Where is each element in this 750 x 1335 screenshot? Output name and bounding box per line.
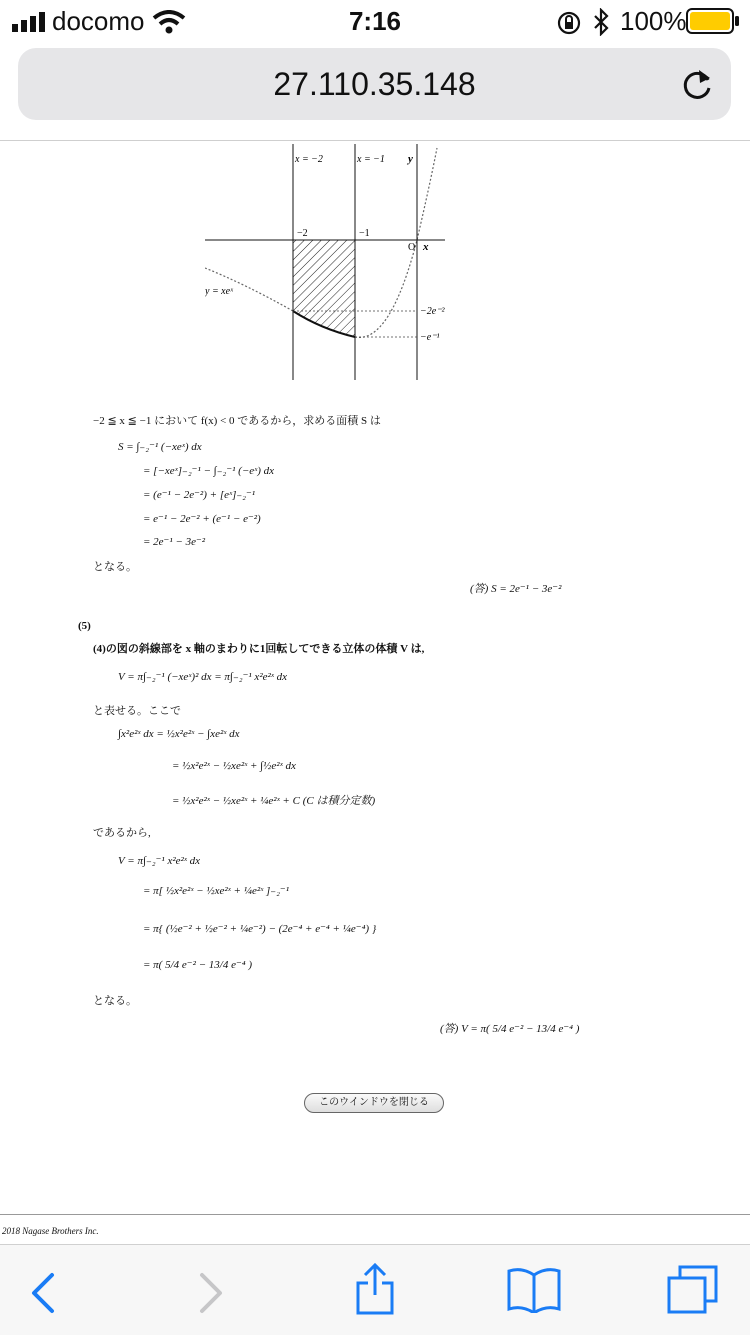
- part5-v-line-3: = π{ (½e⁻² + ½e⁻² + ¼e⁻²) − (2e⁻⁴ + e⁻⁴ + ¼e⁻⁴) }: [143, 923, 377, 935]
- status-bar: [0, 0, 750, 42]
- back-icon[interactable]: [28, 1271, 58, 1315]
- tick-m2: −2: [297, 228, 308, 239]
- area-graph: [205, 144, 450, 384]
- level-label-2e2: −2e⁻²: [420, 306, 445, 317]
- part5-answer: (答) V = π( 5/4 e⁻² − 13/4 e⁻⁴ ): [440, 1023, 580, 1035]
- label-y-axis: y: [408, 153, 413, 165]
- part5-v-line-2: = π[ ½x²e²ˣ − ½xe²ˣ + ¼e²ˣ ]₋₂⁻¹: [143, 885, 289, 897]
- battery-percent: 100%: [620, 6, 687, 36]
- browser-toolbar: [0, 1244, 750, 1335]
- share-icon[interactable]: [354, 1263, 396, 1315]
- part4-tonaru: となる。: [93, 561, 137, 573]
- part4-line-1: S = ∫₋₂⁻¹ (−xeˣ) dx: [118, 441, 202, 453]
- level-label-e1: −e⁻¹: [420, 332, 440, 343]
- close-window-button[interactable]: このウインドウを閉じる: [304, 1093, 444, 1113]
- part5-int-line-1: ∫x²e²ˣ dx = ½x²e²ˣ − ∫xe²ˣ dx: [118, 728, 240, 740]
- part5-int-line-3: = ½x²e²ˣ − ½xe²ˣ + ¼e²ˣ + C (C は積分定数): [172, 795, 376, 807]
- part5-int-line-2: = ½x²e²ˣ − ½xe²ˣ + ∫½e²ˣ dx: [172, 760, 296, 772]
- tick-m1: −1: [359, 228, 370, 239]
- part5-v-line-1: V = π∫₋₂⁻¹ x²e²ˣ dx: [118, 855, 201, 867]
- part4-line-4: = e⁻¹ − 2e⁻² + (e⁻¹ − e⁻²): [143, 513, 261, 525]
- part4-line-5: = 2e⁻¹ − 3e⁻²: [143, 536, 206, 548]
- part5-v-line-4: = π( 5/4 e⁻² − 13/4 e⁻⁴ ): [143, 959, 253, 971]
- part5-dearukara: であるから,: [93, 827, 151, 839]
- label-x-eq-m2: x = −2: [295, 154, 323, 165]
- tabs-icon[interactable]: [666, 1265, 720, 1315]
- part4-line-2: = [−xeˣ]₋₂⁻¹ − ∫₋₂⁻¹ (−eˣ) dx: [143, 465, 275, 477]
- part5-volume-expr: V = π∫₋₂⁻¹ (−xeˣ)² dx = π∫₋₂⁻¹ x²e²ˣ dx: [118, 671, 288, 683]
- part4-intro: −2 ≦ x ≦ −1 において f(x) < 0 であるから，求める面積 S は: [93, 415, 381, 427]
- footer-copyright: 2018 Nagase Brothers Inc.: [2, 1226, 99, 1236]
- footer-divider: [0, 1214, 750, 1215]
- bookmarks-icon[interactable]: [506, 1267, 562, 1313]
- battery-icon: [686, 8, 740, 34]
- part5-hyoseru: と表せる。ここで: [93, 705, 181, 717]
- part4-answer: (答) S = 2e⁻¹ − 3e⁻²: [470, 583, 562, 595]
- reload-icon[interactable]: [680, 68, 714, 102]
- part4-line-3: = (e⁻¹ − 2e⁻²) + [eˣ]₋₂⁻¹: [143, 489, 256, 501]
- orientation-lock-icon: [556, 10, 582, 36]
- forward-icon[interactable]: [196, 1271, 226, 1315]
- origin-label: O: [408, 242, 416, 253]
- label-x-axis: x: [423, 241, 429, 253]
- carrier-label: docomo: [52, 6, 145, 36]
- label-x-eq-m1: x = −1: [357, 154, 385, 165]
- address-bar-divider: [0, 140, 750, 141]
- part5-intro: (4)の図の斜線部を x 軸のまわりに1回転してできる立体の体積 V は,: [93, 643, 425, 655]
- curve-label: y = xeˣ: [205, 286, 233, 297]
- url-text[interactable]: 27.110.35.148: [273, 66, 476, 102]
- clock: 7:16: [348, 6, 402, 36]
- part5-tonaru: となる。: [93, 995, 137, 1007]
- address-bar[interactable]: [18, 48, 731, 120]
- part5-number: (5): [78, 620, 91, 632]
- bluetooth-icon: [592, 8, 610, 36]
